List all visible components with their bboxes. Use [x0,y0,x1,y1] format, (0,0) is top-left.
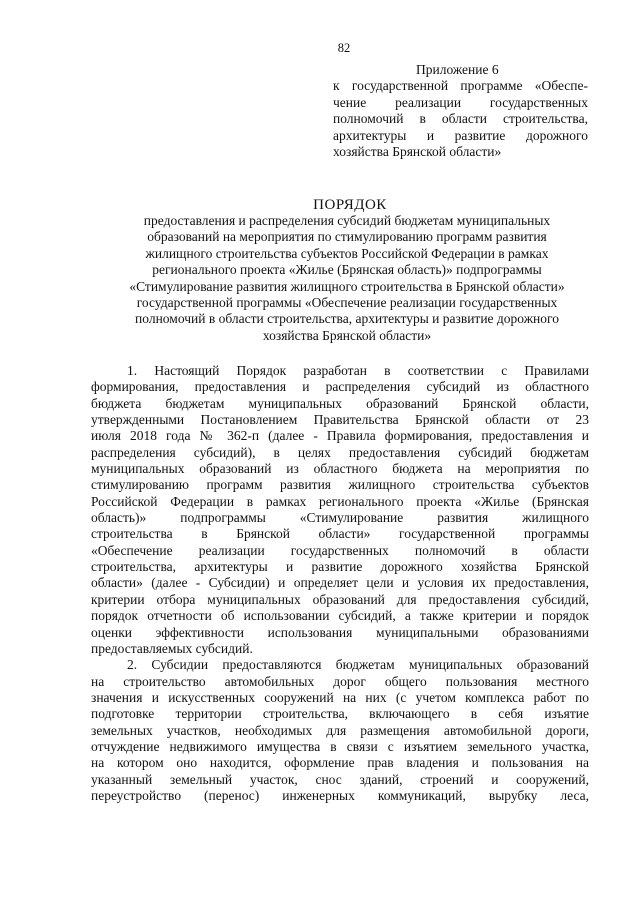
page-number: 82 [337,41,351,55]
paragraph-line: муниципальных образований из областного бюджета на мероприятия по [91,461,589,477]
paragraph-line: Российской Федерации в рамках регионального проекта «Жилье (Брянская [91,493,589,509]
paragraph-line: формирования, предоставления и распределения субсидий из областного [91,379,589,395]
paragraph-line: 1. Настоящий Порядок разработан в соответствии с Правилами [127,363,589,378]
appendix-line: чение реализации государственных [333,94,588,110]
subtitle-line: предоставления и распределения субсидий бюджетам муниципальных [143,213,551,228]
paragraph-line: предоставляемых субсидий. [91,640,253,656]
subtitle-line: государственной программы «Обеспечение реализации государственных [136,295,558,311]
paragraph-line: подготовке территории строительства, включающего в себя изъятие [91,706,589,722]
appendix-line: к государственной программе «Обеспе- [333,78,588,94]
paragraph-line: значения и искусственных сооружений на них (с учетом комплекса работ по [91,689,589,705]
paragraph-line: на строительство автомобильных дорог общего пользования местного [91,673,589,689]
paragraph-line: оценки эффективности использования муниципальными образованиями [91,624,589,640]
subtitle-line: жилищного строительства субъектов Российской Федерации в рамках [145,245,549,261]
paragraph-line: отчуждение недвижимого имущества в связи с изъятием земельного участка, [91,738,589,754]
appendix-line: Приложение 6 [416,62,499,77]
document-title: ПОРЯДОК [313,197,387,213]
paragraph-line: земельных участков, необходимых для размещения автомобильной дороги, [91,722,589,738]
document-body [91,363,589,804]
paragraph-2 [91,657,589,804]
appendix-line: хозяйства Брянской области» [333,144,502,160]
paragraph-1 [91,363,589,657]
paragraph-line: стимулированию программ развития жилищного строительства субъектов [91,477,589,493]
paragraph-line: строительства, архитектуры и развитие дорожного хозяйства Брянской [91,559,589,575]
paragraph-line: критерии отбора муниципальных образований для предоставления субсидий, [91,591,589,607]
appendix-header [333,62,588,160]
subtitle-line: полномочий в области строительства, архитектуры и развитие дорожного [135,311,559,327]
paragraph-line: июля 2018 года № 362-п (далее - Правила формирования, предоставления и [91,428,589,444]
paragraph-line: области» (далее - Субсидии) и определяет цели и условия их предоставления, [91,575,589,591]
appendix-line: архитектуры и развитие дорожного [333,127,588,143]
document-subtitle [92,213,602,344]
paragraph-line: указанный земельный участок, снос зданий, строений и сооружений, [91,771,589,787]
appendix-line: полномочий в области строительства, [333,111,588,127]
paragraph-line: утвержденными Постановлением Правительства Брянской области от 23 [91,412,589,428]
paragraph-line: бюджета бюджетам муниципальных образований Брянской области, [91,395,589,411]
paragraph-line: распределения субсидий), в целях предоставления субсидий бюджетам [91,444,589,460]
subtitle-line: «Стимулирование развития жилищного строительства в Брянской области» [129,278,565,294]
paragraph-line: область)» подпрограммы «Стимулирование развития жилищного [91,510,589,526]
paragraph-line: строительства в Брянской области» государственной программы [91,526,589,542]
subtitle-line: регионального проекта «Жилье (Брянская область)» подпрограммы [152,262,542,278]
paragraph-line: порядок отчетности об использовании субсидий, а также критерии и порядок [91,608,589,624]
paragraph-line: переустройство (перенос) инженерных коммуникаций, вырубку леса, [91,787,589,803]
paragraph-line: на котором оно находится, оформление прав владения и пользования на [91,755,589,771]
paragraph-line: 2. Субсидии предоставляются бюджетам муниципальных образований [127,657,589,673]
subtitle-line: образований на мероприятия по стимулированию программ развития [147,229,547,245]
subtitle-line: хозяйства Брянской области» [262,327,432,343]
paragraph-line: «Обеспечение реализации государственных полномочий в области [91,542,589,558]
